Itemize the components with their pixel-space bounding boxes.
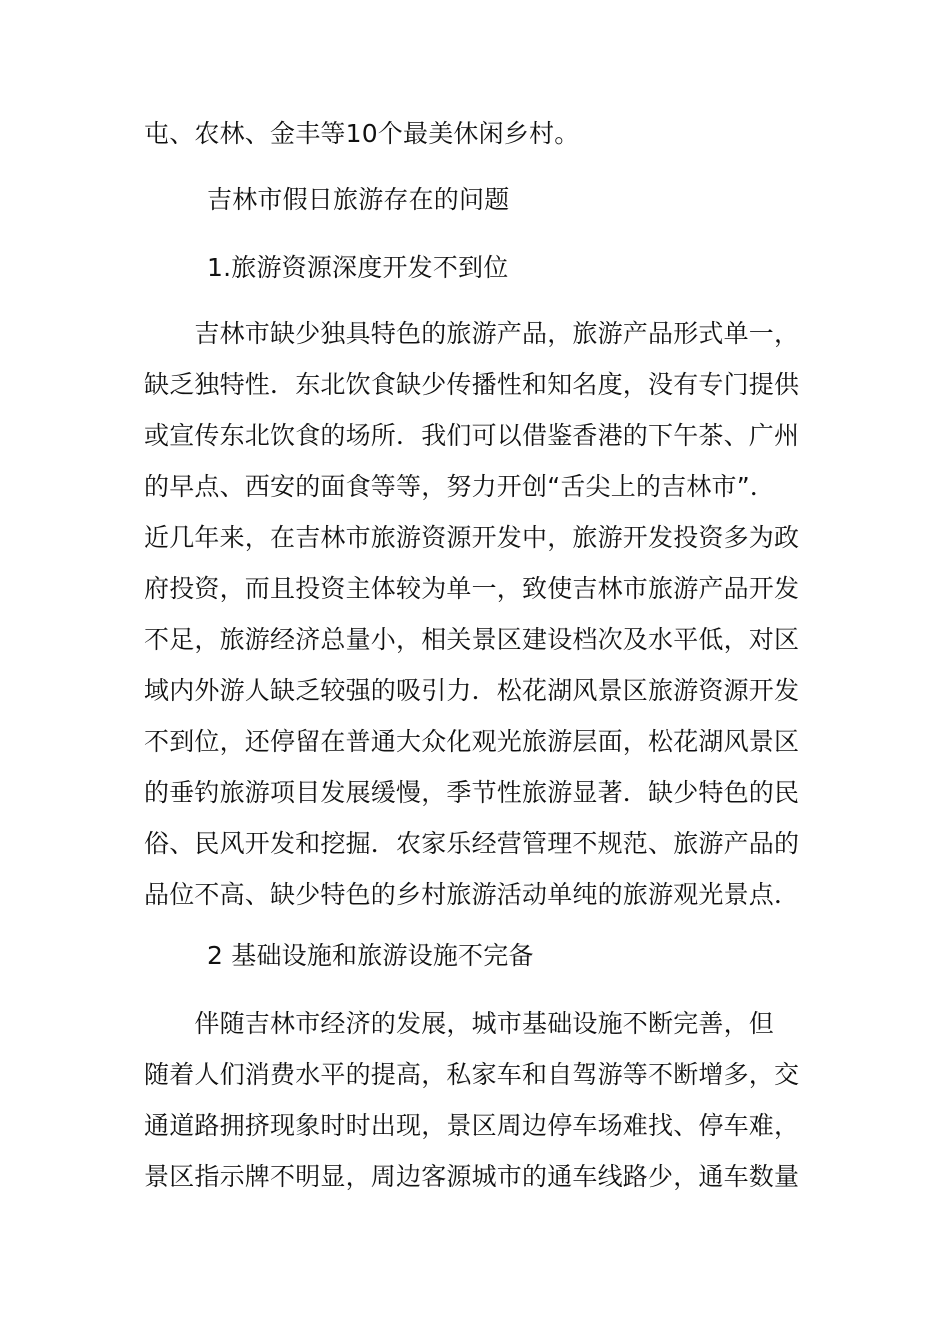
paragraph-line: 近几年来，在吉林市旅游资源开发中，旅游开发投资多为政 — [144, 523, 800, 552]
paragraph-line: 品位不高、缺少特色的乡村旅游活动单纯的旅游观光景点． — [144, 880, 800, 909]
paragraph-line: 通道路拥挤现象时时出现，景区周边停车场难找、停车难， — [144, 1111, 800, 1140]
paragraph-2 — [144, 998, 824, 1202]
paragraph-line: 或宣传东北饮食的场所．我们可以借鉴香港的下午茶、广州 — [144, 421, 800, 450]
paragraph-line: 不足，旅游经济总量小，相关景区建设档次及水平低，对区 — [144, 625, 800, 654]
section-heading-main — [207, 174, 887, 225]
paragraph-line: 景区指示牌不明显，周边客源城市的通车线路少，通车数量 — [144, 1162, 800, 1191]
paragraph-line: 府投资，而且投资主体较为单一，致使吉林市旅游产品开发 — [144, 574, 800, 603]
paragraph-line: 的早点、西安的面食等等，努力开创“舌尖上的吉林市”． — [144, 472, 776, 501]
paragraph-1 — [144, 308, 824, 920]
paragraph-line: 俗、民风开发和挖掘．农家乐经营管理不规范、旅游产品的 — [144, 829, 800, 858]
paragraph-line: 吉林市缺少独具特色的旅游产品，旅游产品形式单一， — [144, 319, 800, 348]
paragraph-line: 缺乏独特性．东北饮食缺少传播性和知名度，没有专门提供 — [144, 370, 800, 399]
continuation-line — [144, 108, 824, 159]
heading-text: 吉林市假日旅游存在的问题 — [207, 185, 510, 214]
section-heading-1 — [207, 242, 887, 293]
paragraph-line: 伴随吉林市经济的发展，城市基础设施不断完善，但 — [144, 1009, 775, 1038]
heading-text: 2 基础设施和旅游设施不完备 — [207, 941, 534, 970]
heading-text: 1.旅游资源深度开发不到位 — [207, 253, 509, 282]
paragraph-line: 随着人们消费水平的提高，私家车和自驾游等不断增多，交 — [144, 1060, 800, 1089]
paragraph-line: 的垂钓旅游项目发展缓慢，季节性旅游显著．缺少特色的民 — [144, 778, 800, 807]
section-heading-2 — [207, 930, 887, 981]
text-line: 屯、农林、金丰等10个最美休闲乡村。 — [144, 119, 580, 148]
paragraph-line: 不到位，还停留在普通大众化观光旅游层面，松花湖风景区 — [144, 727, 800, 756]
paragraph-line: 域内外游人缺乏较强的吸引力．松花湖风景区旅游资源开发 — [144, 676, 800, 705]
